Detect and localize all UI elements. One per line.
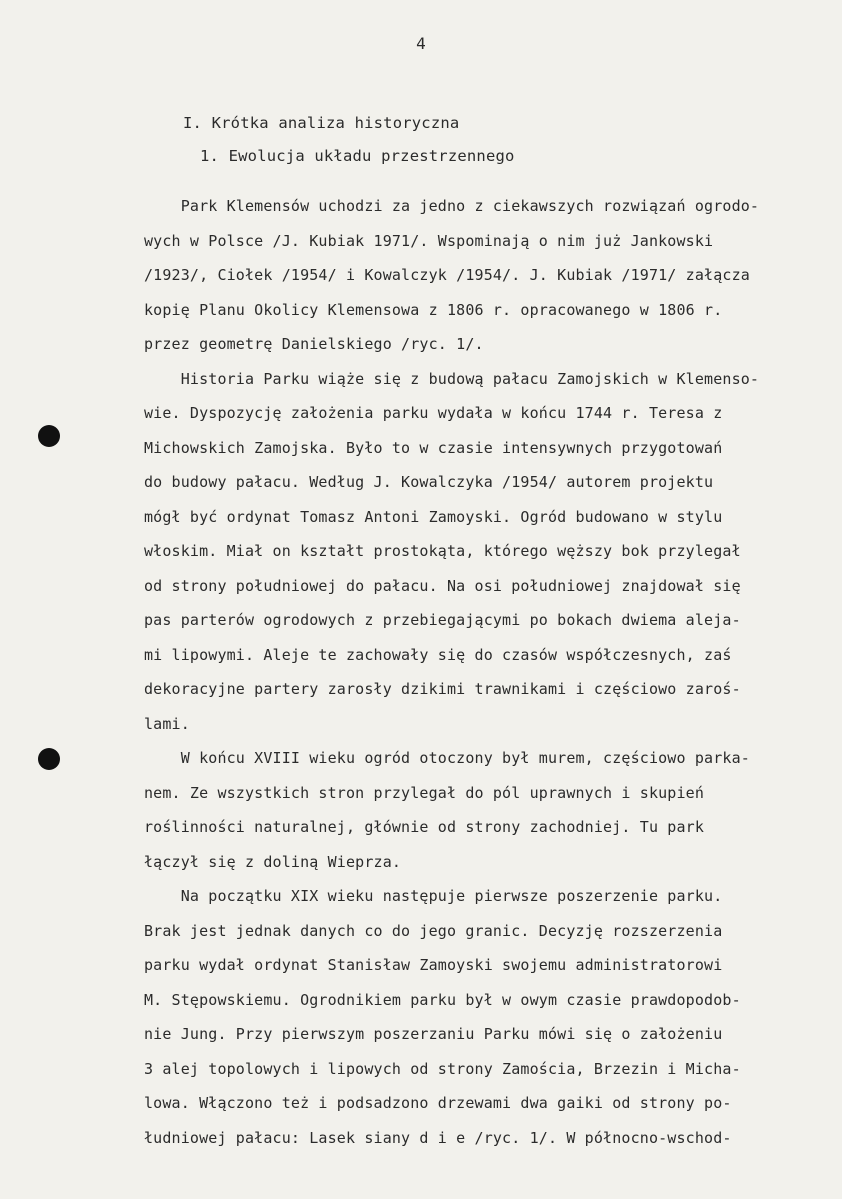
text-line: nie Jung. Przy pierwszym poszerzaniu Parku mówi się o założeniu xyxy=(144,1025,723,1043)
section-heading: I. Krótka analiza historyczna xyxy=(183,114,460,132)
text-line: lowa. Włączono też i podsadzono drzewami dwa gaiki od strony po- xyxy=(144,1094,732,1112)
text-line: łączył się z doliną Wieprza. xyxy=(144,852,402,871)
text-line: pas parterów ogrodowych z przebiegającymi po bokach dwiema aleja- xyxy=(144,611,741,629)
text-line: nem. Ze wszystkich stron przylegał do pól uprawnych i skupień xyxy=(144,783,705,802)
text-line: wie. Dyspozycję założenia parku wydała w końcu 1744 r. Teresa z xyxy=(144,404,723,422)
text-line: mógł być ordynat Tomasz Antoni Zamoyski. Ogród budowano w stylu xyxy=(144,507,723,526)
text-line: Park Klemensów uchodzi za jedno z ciekawszych rozwiązań ogrodo- xyxy=(144,197,760,215)
text-line: Brak jest jednak danych co do jego granic. Decyzję rozszerzenia xyxy=(144,921,723,940)
text-line: W końcu XVIII wieku ogród otoczony był murem, częściowo parka- xyxy=(144,749,750,767)
punch-hole xyxy=(38,748,60,770)
text-line: do budowy pałacu. Według J. Kowalczyka /1954/ autorem projektu xyxy=(144,473,714,491)
text-line: dekoracyjne partery zarosły dzikimi trawnikami i częściowo zaroś- xyxy=(144,680,741,698)
text-line: kopię Planu Okolicy Klemensowa z 1806 r. opracowanego w 1806 r. xyxy=(144,300,723,319)
text-line: /1923/, Ciołek /1954/ i Kowalczyk /1954/. J. Kubiak /1971/ załącza xyxy=(144,266,750,284)
text-line: Michowskich Zamojska. Było to w czasie intensywnych przygotowań xyxy=(144,438,723,457)
text-line: łudniowej pałacu: Lasek siany d i e /ryc. 1/. W północno-wschod- xyxy=(144,1128,732,1147)
text-line: parku wydał ordynat Stanisław Zamoyski swojemu administratorowi xyxy=(144,956,723,974)
text-line: od strony południowej do pałacu. Na osi południowej znajdował się xyxy=(144,576,741,595)
text-line: M. Stępowskiemu. Ogrodnikiem parku był w owym czasie prawdopodob- xyxy=(144,990,741,1009)
text-line: przez geometrę Danielskiego /ryc. 1/. xyxy=(144,335,484,353)
text-line: mi lipowymi. Aleje te zachowały się do czasów współczesnych, zaś xyxy=(144,645,732,664)
subsection-heading: 1. Ewolucja układu przestrzennego xyxy=(200,147,515,165)
body-text xyxy=(144,189,824,1155)
punch-hole xyxy=(38,425,60,447)
text-line: włoskim. Miał on kształt prostokąta, którego węższy bok przylegał xyxy=(144,542,741,560)
text-line: roślinności naturalnej, głównie od strony zachodniej. Tu park xyxy=(144,818,705,836)
text-line: Na początku XIX wieku następuje pierwsze poszerzenie parku. xyxy=(144,887,723,905)
text-line: wych w Polsce /J. Kubiak 1971/. Wspominają o nim już Jankowski xyxy=(144,231,714,250)
text-line: Historia Parku wiąże się z budową pałacu Zamojskich w Klemenso- xyxy=(144,369,760,388)
text-line: 3 alej topolowych i lipowych od strony Zamościa, Brzezin i Micha- xyxy=(144,1059,741,1078)
page-number: 4 xyxy=(416,34,426,53)
text-line: lami. xyxy=(144,714,190,733)
